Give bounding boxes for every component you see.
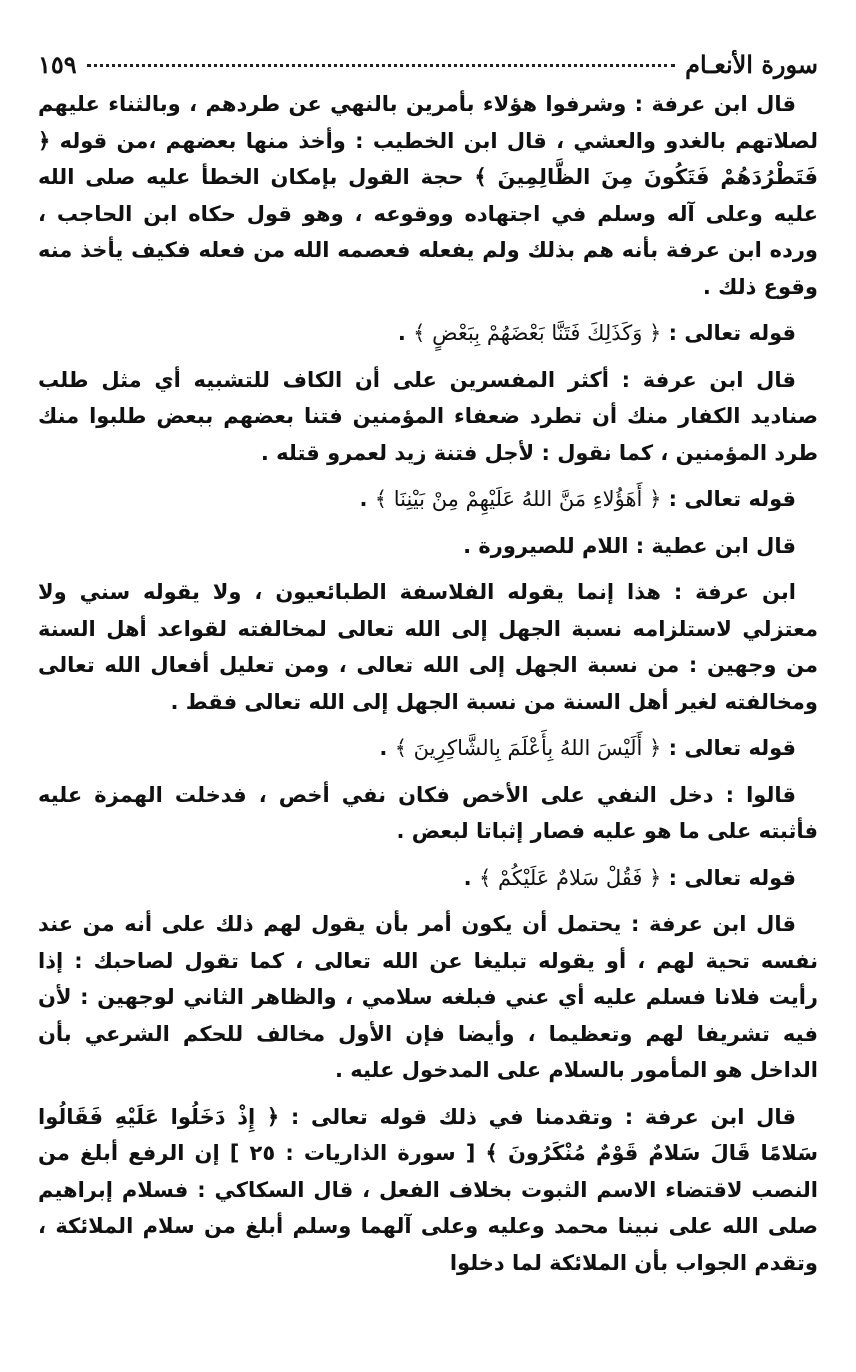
verse-intro: قوله تعالى : — [661, 865, 796, 890]
verse-heading — [38, 860, 818, 897]
paragraph — [38, 1099, 818, 1282]
book-page — [38, 48, 818, 1291]
dotted-leader — [87, 64, 675, 67]
page-number: ١٥٩ — [38, 50, 77, 79]
paragraph-text: قالوا : دخل النفي على الأخص فكان نفي أخص ، فدخلت الهمزة عليه فأثبته على ما هو عليه فصار إثباتا لبعض . — [38, 782, 818, 843]
verse-end: . — [463, 865, 479, 890]
verse-intro: قوله تعالى : — [661, 487, 796, 511]
verse-heading — [38, 730, 818, 767]
paragraph — [38, 528, 818, 565]
paragraph — [38, 86, 818, 305]
quran-verse: ﴿ أَلَيْسَ اللهُ بِأَعْلَمَ بِالشَّاكِرِينَ ﴾ — [394, 736, 662, 760]
verse-heading — [38, 315, 818, 352]
paragraph — [38, 906, 818, 1089]
verse-end: . — [379, 736, 395, 760]
paragraph-text: قال ابن عرفة : أكثر المفسرين على أن الكاف للتشبيه أي مثل طلب صناديد الكفار منك أن تطرد ضعفاء المؤمنين فتنا بعضهم ببعض طلبوا منك طرد المؤمنين ، كما نقول : لأجل فتنة زيد لعمرو قتله . — [38, 367, 818, 465]
quran-verse: ﴿ أَهَؤُلاءِ مَنَّ اللهُ عَلَيْهِمْ مِنْ بَيْنِنَا ﴾ — [374, 487, 662, 511]
verse-intro: قوله تعالى : — [661, 736, 796, 760]
verse-end: . — [397, 321, 414, 345]
paragraph — [38, 362, 818, 472]
running-header — [38, 48, 818, 82]
quran-verse: ﴿ فَقُلْ سَلامٌ عَلَيْكُمْ ﴾ — [478, 865, 662, 890]
paragraph-text: ابن عرفة : هذا إنما يقوله الفلاسفة الطبائعيون ، ولا يقوله سني ولا معتزلي لاستلزامه نسبة الجهل إلى الله تعالى لمخالفته لقواعد أهل السنة من وجهين : من نسبة الجهل إلى الله تعالى ، ومن تعليل أفعال الله تعالى ومخالفته لغير أهل السنة من نسبة الجهل إلى الله تعالى فقط . — [38, 580, 818, 714]
quran-verse: ﴿ وَكَذَلِكَ فَتَنَّا بَعْضَهُمْ بِبَعْضٍ ﴾ — [413, 321, 662, 345]
paragraph-text: قال ابن عرفة : وتقدمنا في ذلك قوله تعالى : ﴿ إِذْ دَخَلُوا عَلَيْهِ فَقَالُوا سَلامًا قَالَ سَلامٌ قَوْمٌ مُنْكَرُونَ ﴾ [ سورة الذاريات : ٢٥ ] إن الرفع أبلغ من النصب لاقتضاء الاسم الثبوت بخلاف الفعل ، قال السكاكي : فسلام إبراهيم صلى الله على نبينا محمد وعليه وعلى آلهما وسلم أبلغ من سلام الملائكة ، وتقدم الجواب بأن الملائكة لما دخلوا — [38, 1104, 818, 1275]
paragraph — [38, 574, 818, 720]
paragraph-text: قال ابن عطية : اللام للصيرورة . — [463, 533, 796, 558]
verse-end: . — [359, 487, 375, 511]
paragraph — [38, 777, 818, 850]
paragraph-text: قال ابن عرفة : يحتمل أن يكون أمر بأن يقول لهم ذلك على أنه من عند نفسه تحية لهم ، أو يقوله تبليغا عن الله تعالى ، كما تقول لصاحبك : إذا رأيت فلانا فسلم عليه أي عني فبلغه سلامي ، والظاهر الثاني لوجهين : لأن فيه تشريفا لهم وتعظيما ، وأيضا فإن الأول مخالف للحكم الشرعي بأن الداخل هو المأمور بالسلام على المدخول عليه . — [38, 912, 818, 1082]
paragraph-text: قال ابن عرفة : وشرفوا هؤلاء بأمرين بالنهي عن طردهم ، وبالثناء عليهم لصلاتهم بالغدو والعشي ، قال ابن الخطيب : وأخذ منها بعضهم ،من قوله ﴿ فَتَطْرُدَهُمْ فَتَكُونَ مِنَ الظَّالِمِينَ ﴾ حجة القول بإمكان الخطأ عليه صلى الله عليه وعلى آله وسلم في اجتهاده ووقوعه ، وهو قول حكاه ابن الحاجب ، ورده ابن عرفة بأنه هم بذلك ولم يفعله فعصمه الله من فعله فكيف يأخذ منه وقوع ذلك . — [38, 92, 818, 299]
body-text — [38, 86, 818, 1281]
verse-heading — [38, 481, 818, 518]
surah-name: سورة الأنعـام — [685, 50, 818, 79]
verse-intro: قوله تعالى : — [661, 321, 796, 345]
